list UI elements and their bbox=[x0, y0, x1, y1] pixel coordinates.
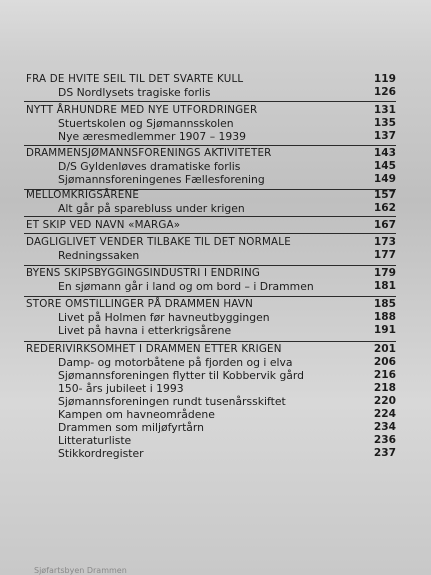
chapter-title: BYENS SKIPSBYGGINGSINDUSTRI I ENDRING bbox=[26, 267, 261, 279]
entry-title: Livet på havna i etterkrigsårene bbox=[58, 324, 232, 337]
page-number: 135 bbox=[373, 117, 396, 129]
entry-title: Livet på Holmen før havneutbyggingen bbox=[58, 311, 270, 324]
page-number: 224 bbox=[373, 408, 396, 420]
entry-title: DS Nordlysets tragiske forlis bbox=[58, 86, 211, 99]
entry-title: Sjømannsforeningenes Fællesforening bbox=[58, 173, 265, 186]
page-number: 177 bbox=[373, 249, 396, 261]
chapter-title: NYTT ÅRHUNDRE MED NYE UTFORDRINGER bbox=[26, 104, 258, 116]
entry-title: Kampen om havneområdene bbox=[58, 408, 215, 421]
page-number: 181 bbox=[373, 280, 396, 292]
section-divider bbox=[24, 296, 396, 297]
toc-entry-row bbox=[24, 356, 396, 370]
toc-chapter-row bbox=[24, 147, 396, 161]
page-number: 191 bbox=[373, 324, 396, 336]
page-number: 162 bbox=[373, 202, 396, 214]
toc-entry-row bbox=[24, 395, 396, 409]
page-number: 218 bbox=[373, 382, 396, 394]
page-number: 179 bbox=[373, 267, 396, 279]
page-number: 188 bbox=[373, 311, 396, 323]
entry-title: Stikkordregister bbox=[58, 447, 144, 460]
section-divider bbox=[24, 341, 396, 342]
toc-chapter-row bbox=[24, 189, 396, 203]
entry-title: Nye æresmedlemmer 1907 – 1939 bbox=[58, 130, 247, 143]
toc-entry-row bbox=[24, 249, 396, 263]
entry-title: Damp- og motorbåtene på fjorden og i elva bbox=[58, 356, 293, 369]
toc-chapter-row bbox=[24, 343, 396, 357]
toc-entry-row bbox=[24, 434, 396, 448]
toc-entry-row bbox=[24, 447, 396, 461]
entry-title: Stuertskolen og Sjømannsskolen bbox=[58, 117, 234, 130]
toc-entry-row bbox=[24, 160, 396, 174]
page-number: 149 bbox=[373, 173, 396, 185]
entry-title: 150- års jubileet i 1993 bbox=[58, 382, 184, 395]
page-number: 145 bbox=[373, 160, 396, 172]
chapter-title: ET SKIP VED NAVN «MARGA» bbox=[26, 219, 181, 231]
toc-entry-row bbox=[24, 173, 396, 187]
toc-entry-row bbox=[24, 117, 396, 131]
entry-title: Litteraturliste bbox=[58, 434, 132, 447]
toc-chapter-row bbox=[24, 298, 396, 312]
chapter-title: FRA DE HVITE SEIL TIL DET SVARTE KULL bbox=[26, 73, 244, 85]
page-number: 237 bbox=[373, 447, 396, 459]
page-number: 206 bbox=[373, 356, 396, 368]
section-divider bbox=[24, 101, 396, 102]
toc-chapter-row bbox=[24, 73, 396, 87]
page-number: 131 bbox=[373, 104, 396, 116]
toc-entry-row bbox=[24, 130, 396, 144]
page-number: 201 bbox=[373, 343, 396, 355]
page-number: 216 bbox=[373, 369, 396, 381]
page-number: 143 bbox=[373, 147, 396, 159]
toc-entry-row bbox=[24, 382, 396, 396]
page-number: 167 bbox=[373, 219, 396, 231]
chapter-title: MELLOMKRIGSÅRENE bbox=[26, 189, 140, 201]
page-number: 220 bbox=[373, 395, 396, 407]
chapter-title: DAGLIGLIVET VENDER TILBAKE TIL DET NORMALE bbox=[26, 236, 291, 248]
chapter-title: DRAMMENSJØMANNSFORENINGS AKTIVITETER bbox=[26, 147, 272, 159]
page-number: 137 bbox=[373, 130, 396, 142]
toc-chapter-row bbox=[24, 219, 396, 233]
entry-title: Drammen som miljøfyrtårn bbox=[58, 421, 205, 434]
entry-title: Alt går på sparebluss under krigen bbox=[58, 202, 245, 215]
section-divider bbox=[24, 145, 396, 146]
toc-entry-row bbox=[24, 86, 396, 100]
entry-title: Sjømannsforeningen rundt tusenårsskiftet bbox=[58, 395, 286, 408]
toc-chapter-row bbox=[24, 267, 396, 281]
section-divider bbox=[24, 216, 396, 217]
entry-title: Redningssaken bbox=[58, 249, 140, 262]
toc-entry-row bbox=[24, 324, 396, 338]
toc-entry-row bbox=[24, 311, 396, 325]
toc-entry-row bbox=[24, 202, 396, 216]
toc-entry-row bbox=[24, 408, 396, 422]
page-number: 234 bbox=[373, 421, 396, 433]
page-number: 236 bbox=[373, 434, 396, 446]
page-number: 119 bbox=[373, 73, 396, 85]
toc-entry-row bbox=[24, 280, 396, 294]
section-divider bbox=[24, 265, 396, 266]
entry-title: En sjømann går i land og om bord – i Drammen bbox=[58, 280, 314, 293]
page-number: 157 bbox=[373, 189, 396, 201]
page-number: 126 bbox=[373, 86, 396, 98]
page-footer: Sjøfartsbyen Drammen bbox=[34, 566, 127, 575]
page-number: 185 bbox=[373, 298, 396, 310]
page-number: 173 bbox=[373, 236, 396, 248]
toc-chapter-row bbox=[24, 236, 396, 250]
entry-title: D/S Gyldenløves dramatiske forlis bbox=[58, 160, 241, 173]
toc-entry-row bbox=[24, 369, 396, 383]
section-divider bbox=[24, 233, 396, 234]
entry-title: Sjømannsforeningen flytter til Kobbervik gård bbox=[58, 369, 305, 382]
chapter-title: STORE OMSTILLINGER PÅ DRAMMEN HAVN bbox=[26, 298, 254, 310]
chapter-title: REDERIVIRKSOMHET I DRAMMEN ETTER KRIGEN bbox=[26, 343, 282, 355]
toc-entry-row bbox=[24, 421, 396, 435]
toc-chapter-row bbox=[24, 104, 396, 118]
